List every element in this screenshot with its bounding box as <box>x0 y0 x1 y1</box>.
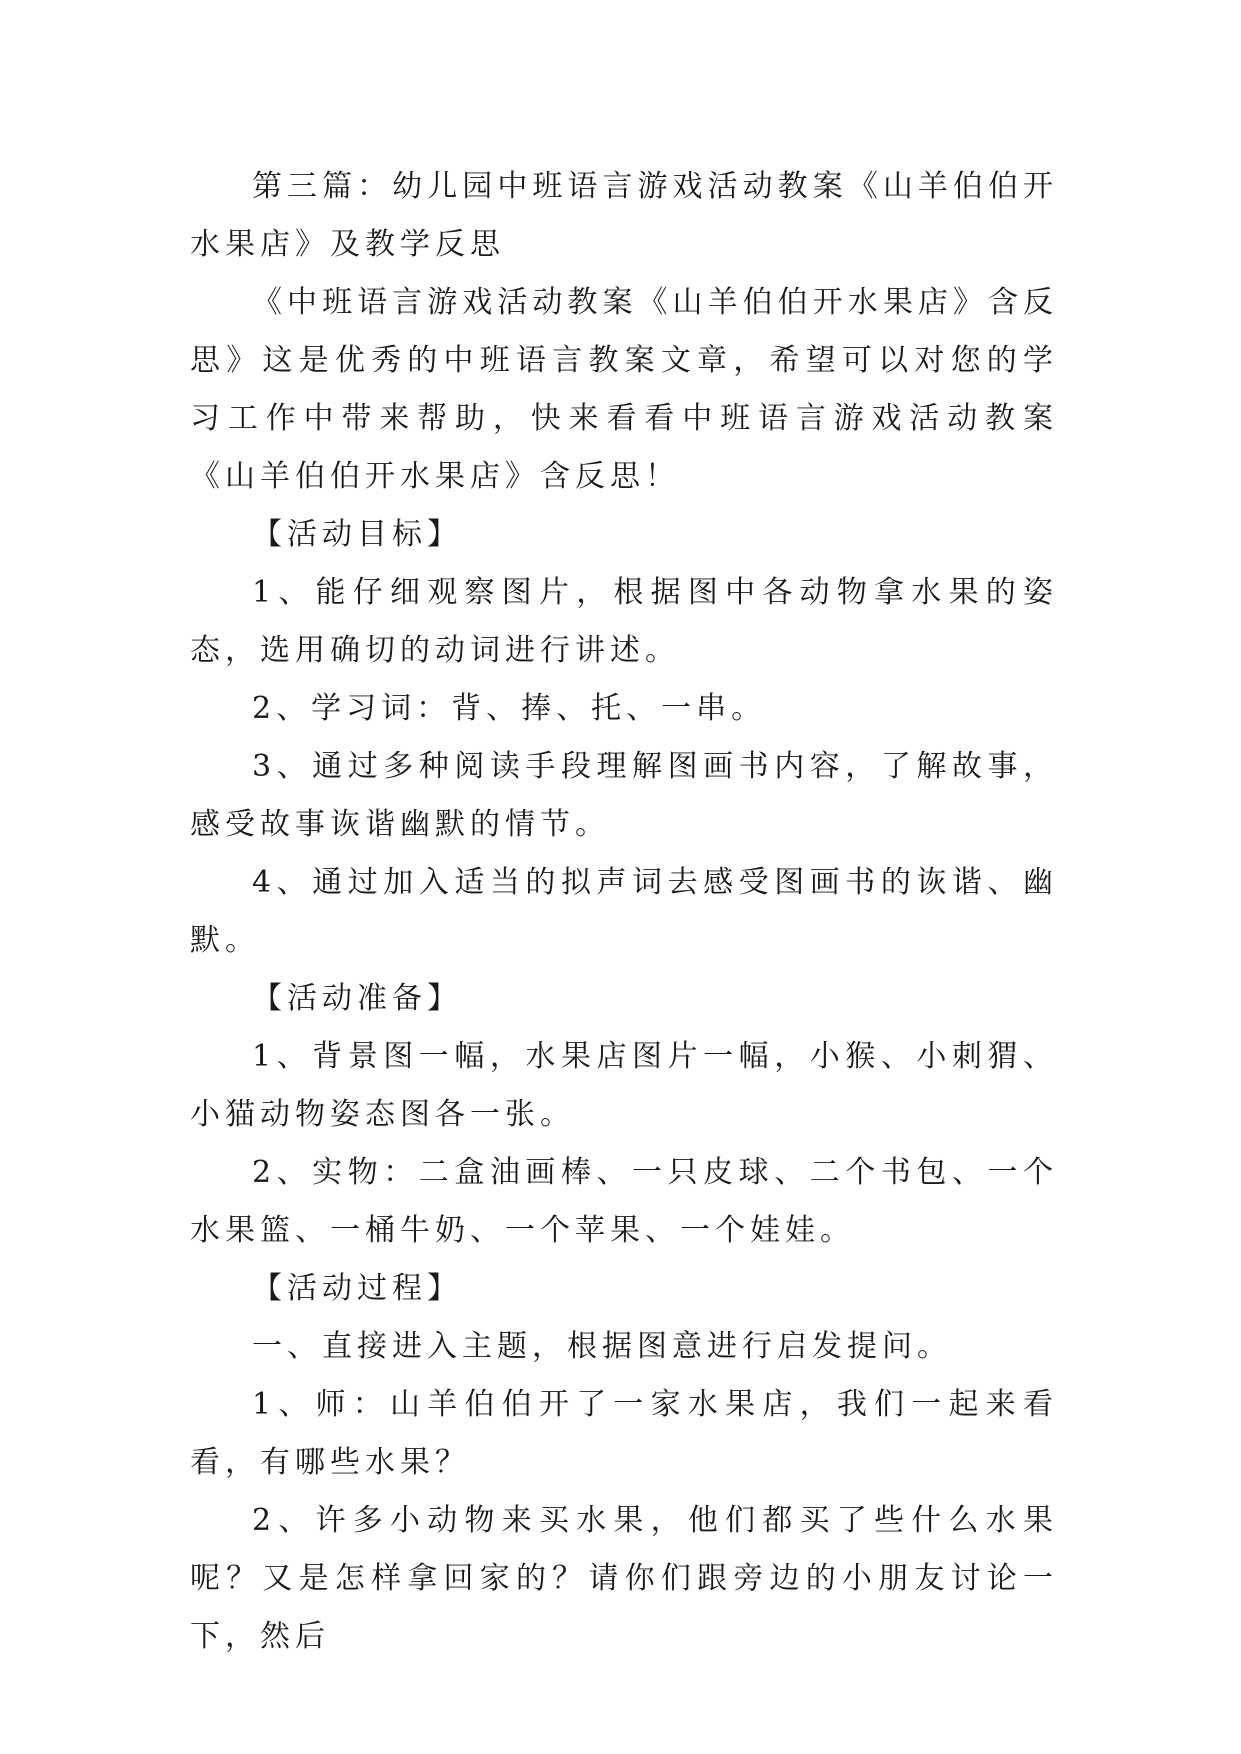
process-item-1: 1、师：山羊伯伯开了一家水果店，我们一起来看看，有哪些水果？ <box>190 1387 1058 1480</box>
intro-paragraph: 《中班语言游戏活动教案《山羊伯伯开水果店》含反思》这是优秀的中班语言教案文章，希望可以对您的学习工作中带来帮助，快来看看中班语言游戏活动教案《山羊伯伯开水果店》含反思！ <box>190 285 1058 494</box>
section-heading-process: 【活动过程】 <box>252 1271 462 1306</box>
document-body <box>190 158 1058 1666</box>
goal-item-3: 3、通过多种阅读手段理解图画书内容，了解故事，感受故事诙谐幽默的情节。 <box>190 749 1058 842</box>
process-item-2: 2、许多小动物来买水果，他们都买了些什么水果呢？又是怎样拿回家的？请你们跟旁边的小朋友讨论一下，然后 <box>190 1503 1058 1654</box>
goal-item-4: 4、通过加入适当的拟声词去感受图画书的诙谐、幽默。 <box>190 865 1058 958</box>
goal-item-2: 2、学习词：背、捧、托、一串。 <box>252 691 767 726</box>
preparation-item-2: 2、实物：二盒油画棒、一只皮球、二个书包、一个水果篮、一桶牛奶、一个苹果、一个娃娃。 <box>190 1155 1058 1248</box>
document-title: 第三篇：幼儿园中班语言游戏活动教案《山羊伯伯开水果店》及教学反思 <box>190 169 1058 262</box>
preparation-item-1: 1、背景图一幅，水果店图片一幅，小猴、小刺猬、小猫动物姿态图各一张。 <box>190 1039 1058 1132</box>
process-step-heading: 一、直接进入主题，根据图意进行启发提问。 <box>252 1329 952 1364</box>
goal-item-1: 1、能仔细观察图片，根据图中各动物拿水果的姿态，选用确切的动词进行讲述。 <box>190 575 1058 668</box>
section-heading-preparation: 【活动准备】 <box>252 981 462 1016</box>
section-heading-goals: 【活动目标】 <box>252 517 462 552</box>
